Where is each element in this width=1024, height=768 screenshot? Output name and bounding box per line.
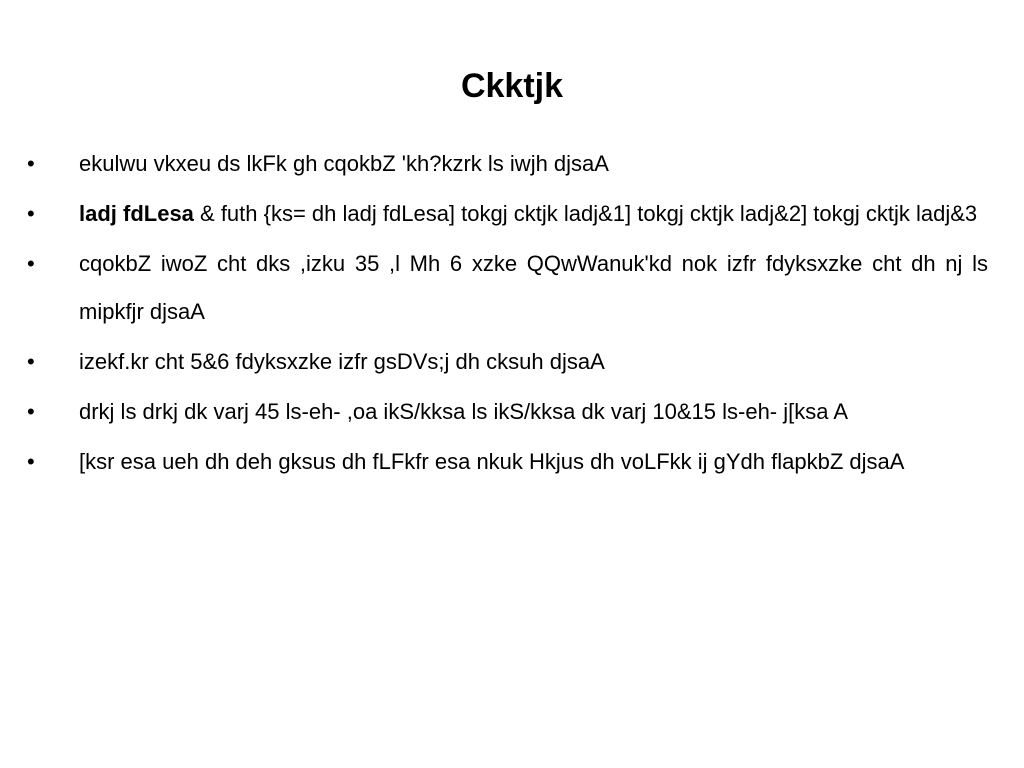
bullet-text: ekulwu vkxeu ds lkFk gh cqokbZ 'kh?kzrk ls iwjh djsaA — [79, 151, 609, 176]
bullet-item — [27, 240, 988, 336]
bullet-icon: • — [27, 201, 35, 226]
bullet-item — [27, 338, 988, 386]
bullet-item — [27, 140, 988, 188]
bullet-icon: • — [27, 151, 35, 176]
bullet-text: [ksr esa ueh dh deh gksus dh fLFkfr esa nkuk Hkjus dh voLFkk ij gYdh flapkbZ djsaA — [79, 449, 905, 474]
bullet-text: izekf.kr cht 5&6 fdyksxzke izfr gsDVs;j dh cksuh djsaA — [79, 349, 605, 374]
bullet-bold-prefix: ladj fdLesa — [79, 201, 194, 226]
bullet-item — [27, 190, 988, 238]
bullet-icon: • — [27, 449, 35, 474]
slide-title: Ckktjk — [460, 67, 564, 105]
bullet-text: & futh {ks= dh ladj fdLesa] tokgj cktjk ladj&1] tokgj cktjk ladj&2] tokgj cktjk ladj&3 — [193, 201, 978, 226]
bullet-text: drkj ls drkj dk varj 45 ls-eh- ,oa ikS/kksa ls ikS/kksa dk varj 10&15 ls-eh- j[ksa A — [79, 399, 849, 424]
bullet-icon: • — [27, 399, 35, 424]
bullet-icon: • — [27, 349, 35, 374]
bullet-item — [27, 438, 988, 486]
bullet-text: cqokbZ iwoZ cht dks ,izku 35 ,l Mh 6 xzke QQwWanuk'kd nok izfr fdyksxzke cht dh nj ls mipkfjr djsaA — [79, 251, 988, 324]
bullet-list — [0, 140, 1024, 486]
bullet-item — [27, 388, 988, 436]
bullet-icon: • — [27, 251, 35, 276]
